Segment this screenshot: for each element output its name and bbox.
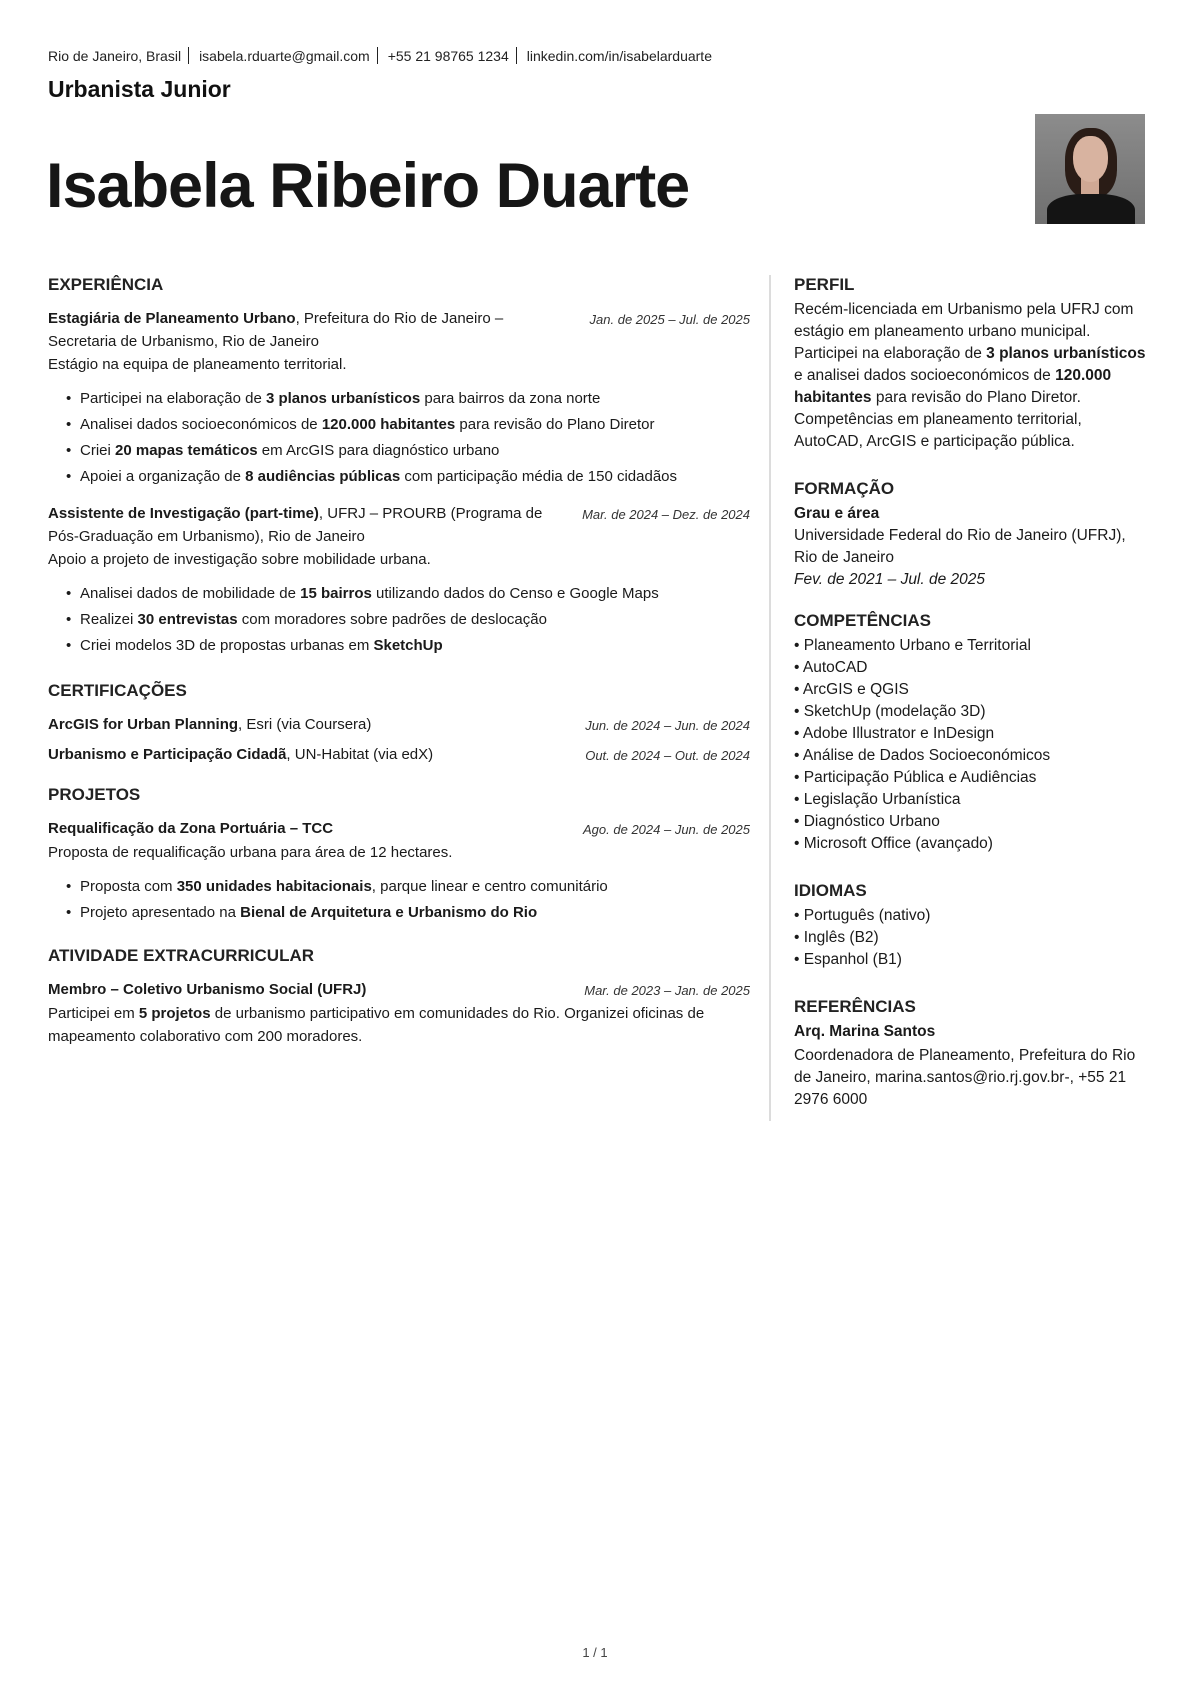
date-range: Ago. de 2024 – Jun. de 2025 <box>583 822 750 837</box>
section-title: EXPERIÊNCIA <box>48 275 164 294</box>
contact-email[interactable]: isabela.rduarte@gmail.com <box>199 47 370 64</box>
reference-detail: Coordenadora de Planeamento, Prefeitura do Rio de Janeiro, marina.santos@rio.rj.gov.br-, +55 21 2976 6000 <box>794 1047 1136 1108</box>
section-title: ATIVIDADE EXTRACURRICULAR <box>48 946 315 965</box>
skill-item: • Diagnóstico Urbano <box>794 813 940 830</box>
bullet-item: • Proposta com 350 unidades habitacionais, parque linear e centro comunitário <box>80 874 750 900</box>
organization: , UFRJ – PROURB (Programa de Pós-Graduação em Urbanismo), Rio de Janeiro <box>48 505 543 545</box>
separator <box>516 47 517 64</box>
section-title: PERFIL <box>794 275 855 294</box>
skill-item: • Legislação Urbanística <box>794 791 961 808</box>
separator <box>188 47 189 64</box>
main-column <box>48 275 750 1048</box>
entry-description: Participei em 5 projetos de urbanismo participativo em comunidades do Rio. Organizei oficinas de mapeamento colaborativo com 200 moradores. <box>48 1005 705 1045</box>
skill-item: • ArcGIS e QGIS <box>794 681 909 698</box>
skill-item: • AutoCAD <box>794 659 868 676</box>
bullet-item: • Apoiei a organização de 8 audiências públicas com participação média de 150 cidadãos <box>80 464 750 490</box>
bullet-item: • Realizei 30 entrevistas com moradores sobre padrões de deslocação <box>80 607 750 633</box>
certification-entry: Urbanismo e Participação Cidadã, UN-Habitat (via edX) Out. de 2024 – Out. de 2024 <box>48 743 750 767</box>
position: Assistente de Investigação (part-time) <box>48 505 319 522</box>
date-range: Jan. de 2025 – Jul. de 2025 <box>589 312 750 327</box>
education-section <box>794 479 1146 591</box>
contact-linkedin[interactable]: linkedin.com/in/isabelarduarte <box>526 47 712 64</box>
section-title: IDIOMAS <box>794 881 867 900</box>
projects-section <box>48 785 750 926</box>
date-range: Out. de 2024 – Out. de 2024 <box>585 748 750 763</box>
language-item: • Português (nativo) <box>794 907 931 924</box>
reference-name: Arq. Marina Santos <box>794 1023 936 1040</box>
school: Universidade Federal do Rio de Janeiro (UFRJ), Rio de Janeiro <box>794 527 1126 566</box>
sidebar-column <box>794 275 1146 1111</box>
section-title: CERTIFICAÇÕES <box>48 681 187 700</box>
organization: , Prefeitura do Rio de Janeiro – Secretaria de Urbanismo, Rio de Janeiro <box>48 310 504 350</box>
certification-entry: ArcGIS for Urban Planning, Esri (via Coursera) Jun. de 2024 – Jun. de 2024 <box>48 713 750 737</box>
experience-entry <box>48 307 750 490</box>
certifications-section <box>48 681 750 767</box>
bullet-item: • Analisei dados socioeconómicos de 120.000 habitantes para revisão do Plano Diretor <box>80 412 750 438</box>
position: Estagiária de Planeamento Urbano <box>48 310 296 327</box>
date-range: Fev. de 2021 – Jul. de 2025 <box>794 571 986 588</box>
bullet-item: • Projeto apresentado na Bienal de Arquitetura e Urbanismo do Rio <box>80 900 750 926</box>
date-range: Mar. de 2024 – Dez. de 2024 <box>582 507 750 522</box>
date-range: Mar. de 2023 – Jan. de 2025 <box>584 983 750 998</box>
bullet-item: • Analisei dados de mobilidade de 15 bairros utilizando dados do Censo e Google Maps <box>80 581 750 607</box>
bullet-item: • Participei na elaboração de 3 planos urbanísticos para bairros da zona norte <box>80 386 750 412</box>
experience-entry <box>48 502 750 659</box>
section-title: COMPETÊNCIAS <box>794 611 931 630</box>
skill-item: • SketchUp (modelação 3D) <box>794 703 986 720</box>
degree: Grau e área <box>794 505 880 522</box>
languages-section <box>794 881 1146 971</box>
bullet-item: • Criei 20 mapas temáticos em ArcGIS para diagnóstico urbano <box>80 438 750 464</box>
entry-description: Proposta de requalificação urbana para área de 12 hectares. <box>48 844 453 861</box>
language-item: • Inglês (B2) <box>794 929 879 946</box>
contact-bar <box>48 47 712 64</box>
job-title: Urbanista Junior <box>48 76 231 102</box>
activity-entry: Membro – Coletivo Urbanismo Social (UFRJ) Mar. de 2023 – Jan. de 2025 <box>48 978 750 1002</box>
bullet-item: • Criei modelos 3D de propostas urbanas em SketchUp <box>80 633 750 659</box>
skill-item: • Participação Pública e Audiências <box>794 769 1037 786</box>
language-item: • Espanhol (B1) <box>794 951 902 968</box>
date-range: Jun. de 2024 – Jun. de 2024 <box>585 718 750 733</box>
page-number: 1 / 1 <box>582 1645 608 1660</box>
section-title: PROJETOS <box>48 785 141 804</box>
entry-description: Estágio na equipa de planeamento territorial. <box>48 356 347 373</box>
skill-item: • Análise de Dados Socioeconómicos <box>794 747 1051 764</box>
section-title: FORMAÇÃO <box>794 479 895 498</box>
contact-phone[interactable]: +55 21 98765 1234 <box>387 47 509 64</box>
skills-section <box>794 611 1146 855</box>
skill-item: • Microsoft Office (avançado) <box>794 835 993 852</box>
skill-item: • Adobe Illustrator e InDesign <box>794 725 995 742</box>
candidate-name: Isabela Ribeiro Duarte <box>46 151 690 221</box>
section-title: REFERÊNCIAS <box>794 997 916 1016</box>
profile-section <box>794 275 1146 453</box>
profile-photo <box>1035 114 1145 224</box>
column-divider <box>769 275 771 1121</box>
references-section <box>794 997 1146 1111</box>
project-entry: Requalificação da Zona Portuária – TCC Ago. de 2024 – Jun. de 2025 <box>48 817 750 841</box>
extracurricular-section <box>48 946 750 1048</box>
skill-item: • Planeamento Urbano e Territorial <box>794 637 1031 654</box>
contact-location: Rio de Janeiro, Brasil <box>48 47 182 64</box>
entry-description: Apoio a projeto de investigação sobre mobilidade urbana. <box>48 551 431 568</box>
experience-section <box>48 275 750 659</box>
profile-summary: Recém-licenciada em Urbanismo pela UFRJ com estágio em planeamento urbano municipal. Participei na elaboração de 3 planos urbanísticos e analisei dados socioeconómicos de 120.000 habitantes para revisão do Plano Diretor. Competências em planeamento territorial, AutoCAD, ArcGIS e participação pública. <box>794 301 1146 450</box>
separator <box>377 47 378 64</box>
